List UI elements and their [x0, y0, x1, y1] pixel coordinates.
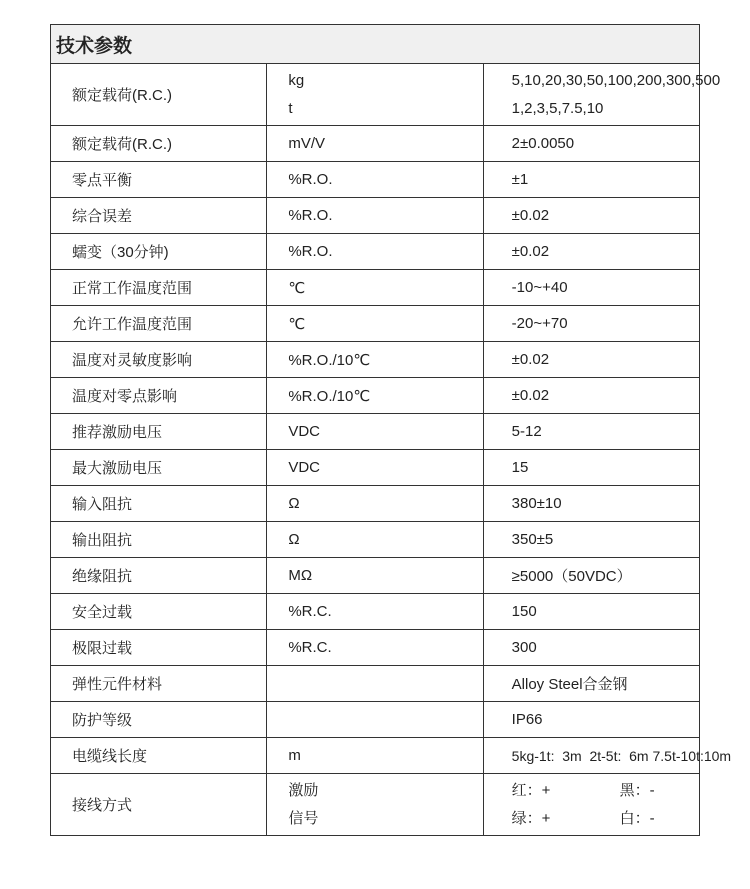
value-cell: 15	[483, 450, 699, 486]
param-cell: 绝缘阻抗	[51, 558, 267, 594]
value-cell: 150	[483, 594, 699, 630]
param-cell: 额定载荷(R.C.)	[51, 126, 267, 162]
unit-cell: %R.O.	[267, 234, 483, 270]
value-cell: 300	[483, 630, 699, 666]
value-cell: IP66	[483, 702, 699, 738]
unit-cell: %R.C.	[267, 630, 483, 666]
param-cell: 输出阻抗	[51, 522, 267, 558]
param-cell: 正常工作温度范围	[51, 270, 267, 306]
value-cell: -20~+70	[483, 306, 699, 342]
param-cell: 零点平衡	[51, 162, 267, 198]
table-row	[51, 378, 700, 414]
unit-cell: ℃	[267, 270, 483, 306]
param-cell: 推荐激励电压	[51, 414, 267, 450]
value-cell: 380±10	[483, 486, 699, 522]
value-cell: ±0.02	[483, 342, 699, 378]
spec-table	[50, 24, 732, 836]
value-cell: ±0.02	[483, 234, 699, 270]
table-row-wiring	[51, 774, 700, 836]
value-t: 1,2,3,5,7.5,10	[511, 99, 604, 117]
table-row	[51, 594, 700, 630]
table-row	[51, 64, 700, 126]
unit-cell: %R.O.	[267, 162, 483, 198]
param-cell: 弹性元件材料	[51, 666, 267, 702]
table-row	[51, 234, 700, 270]
unit-cell: %R.O./10℃	[267, 378, 483, 414]
param-cell: 接线方式	[51, 774, 267, 836]
unit-cell: %R.C.	[267, 594, 483, 630]
table-row	[51, 630, 700, 666]
table-row	[51, 558, 700, 594]
value-cell: 5kg-1t: 3m 2t-5t: 6m 7.5t-10t:10m	[483, 738, 699, 774]
unit-cell: mV/V	[267, 126, 483, 162]
unit-cell: Ω	[267, 522, 483, 558]
table-row	[51, 450, 700, 486]
unit-cell: %R.O.	[267, 198, 483, 234]
table-row	[51, 342, 700, 378]
table-title-row	[51, 25, 700, 64]
param-cell: 安全过载	[51, 594, 267, 630]
wire-red: 红：+	[511, 781, 551, 799]
param-cell: 综合误差	[51, 198, 267, 234]
value-cell	[483, 774, 699, 836]
unit-cell: VDC	[267, 450, 483, 486]
unit-cell: ℃	[267, 306, 483, 342]
value-cell: 5-12	[483, 414, 699, 450]
table-row	[51, 162, 700, 198]
table-row	[51, 522, 700, 558]
param-cell: 输入阻抗	[51, 486, 267, 522]
value-cell	[483, 64, 721, 126]
param-cell: 最大激励电压	[51, 450, 267, 486]
table-row	[51, 198, 700, 234]
table-row	[51, 270, 700, 306]
table-title: 技术参数	[51, 25, 700, 64]
unit-t: t	[288, 99, 293, 117]
param-cell: 温度对灵敏度影响	[51, 342, 267, 378]
unit-cell	[267, 666, 483, 702]
value-cell: -10~+40	[483, 270, 699, 306]
value-cell: ±0.02	[483, 198, 699, 234]
unit-cell: MΩ	[267, 558, 483, 594]
param-cell: 电缆线长度	[51, 738, 267, 774]
unit-cell	[267, 64, 483, 126]
table-row	[51, 126, 700, 162]
value-cell: ±0.02	[483, 378, 699, 414]
wiring-excitation	[512, 777, 699, 805]
param-cell: 极限过载	[51, 630, 267, 666]
value-cell: ≥5000（50VDC）	[483, 558, 699, 594]
wire-black: 黑：-	[619, 781, 655, 799]
unit-cell: m	[267, 738, 483, 774]
table-row	[51, 702, 700, 738]
unit-signal: 信号	[288, 809, 319, 827]
table-row	[51, 666, 700, 702]
value-kg: 5,10,20,30,50,100,200,300,500	[511, 71, 721, 89]
unit-cell	[267, 774, 483, 836]
value-cell: 350±5	[483, 522, 699, 558]
table-row	[51, 738, 700, 774]
unit-cell: Ω	[267, 486, 483, 522]
value-cell: Alloy Steel合金钢	[483, 666, 699, 702]
param-cell: 蠕变（30分钟)	[51, 234, 267, 270]
table-row	[51, 414, 700, 450]
unit-kg: kg	[288, 71, 305, 89]
value-cell: 2±0.0050	[483, 126, 699, 162]
unit-cell	[267, 702, 483, 738]
wire-green: 绿：+	[511, 809, 551, 827]
param-cell: 温度对零点影响	[51, 378, 267, 414]
unit-cell: VDC	[267, 414, 483, 450]
param-cell: 额定载荷(R.C.)	[51, 64, 267, 126]
unit-excitation: 激励	[288, 781, 319, 799]
param-cell: 允许工作温度范围	[51, 306, 267, 342]
value-cell: ±1	[483, 162, 699, 198]
wiring-signal	[512, 805, 699, 833]
table-row	[51, 306, 700, 342]
wire-white: 白：-	[619, 809, 655, 827]
param-cell: 防护等级	[51, 702, 267, 738]
table-row	[51, 486, 700, 522]
unit-cell: %R.O./10℃	[267, 342, 483, 378]
